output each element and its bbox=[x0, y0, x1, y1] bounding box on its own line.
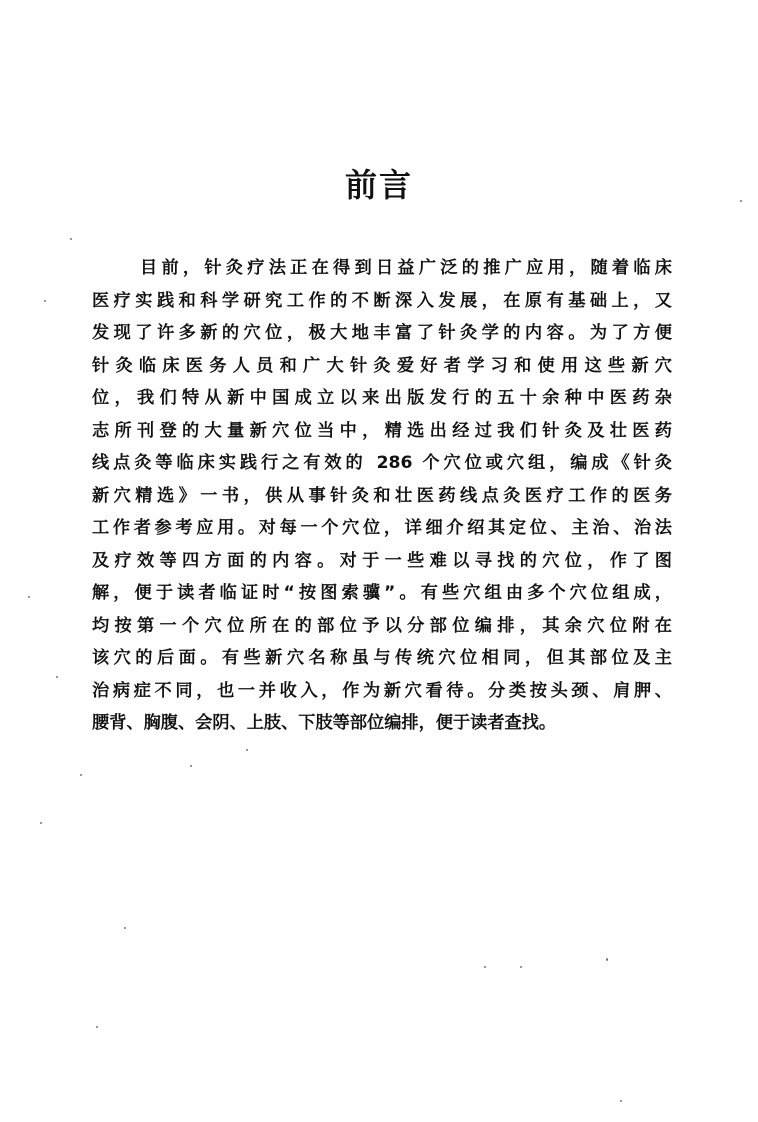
text-line: 解，便于读者临证时“按图索骥”。有些穴组由多个穴位组成， bbox=[92, 583, 672, 603]
scan-speck bbox=[520, 966, 522, 968]
scan-speck bbox=[56, 676, 58, 678]
text-line: 均按第一个穴位所在的部位予以分部位编排，其余穴位附在 bbox=[92, 615, 672, 636]
scan-speck bbox=[70, 238, 72, 240]
scan-speck bbox=[484, 966, 486, 968]
text-line: 治病症不同，也一并收入，作为新穴看待。分类按头颈、肩胛、 bbox=[92, 680, 672, 701]
scan-speck bbox=[44, 300, 46, 302]
text-line: 医疗实践和科学研究工作的不断深入发展，在原有基础上，又 bbox=[92, 290, 672, 311]
scan-speck bbox=[80, 774, 82, 776]
text-line: 志所刊登的大量新穴位当中，精选出经过我们针灸及壮医药 bbox=[92, 420, 672, 441]
scan-speck bbox=[246, 749, 248, 751]
scan-speck bbox=[28, 596, 30, 598]
scan-speck bbox=[740, 200, 742, 202]
scan-speck bbox=[124, 927, 126, 929]
scan-speck bbox=[606, 958, 608, 961]
text-line: 该穴的后面。有些新穴名称虽与传统穴位相同，但其部位及主 bbox=[92, 648, 672, 668]
scan-speck bbox=[620, 1100, 622, 1102]
text-line: 发现了许多新的穴位，极大地丰富了针灸学的内容。为了方便 bbox=[92, 323, 672, 343]
preface-body bbox=[92, 252, 672, 740]
text-line: 工作者参考应用。对每一个穴位，详细介绍其定位、主治、治法 bbox=[92, 518, 672, 538]
text-line: 目前，针灸疗法正在得到日益广泛的推广应用，随着临床 bbox=[140, 258, 672, 278]
text-line: 线点灸等临床实践行之有效的 286 个穴位或穴组，编成《针灸 bbox=[92, 453, 672, 473]
scan-speck bbox=[96, 1026, 98, 1028]
scan-speck bbox=[190, 765, 192, 767]
scan-speck bbox=[40, 822, 42, 824]
page-title: 前言 bbox=[344, 166, 413, 204]
text-line: 新穴精选》一书，供从事针灸和壮医药线点灸医疗工作的医务 bbox=[92, 485, 672, 506]
text-line: 针灸临床医务人员和广大针灸爱好者学习和使用这些新穴 bbox=[92, 355, 672, 376]
text-line: 及疗效等四方面的内容。对于一些难以寻找的穴位，作了图 bbox=[92, 550, 672, 571]
text-line: 腰背、胸腹、会阴、上肢、下肢等部位编排，便于读者查找。 bbox=[92, 713, 557, 733]
text-line: 位，我们特从新中国成立以来出版发行的五十余种中医药杂 bbox=[92, 388, 672, 408]
